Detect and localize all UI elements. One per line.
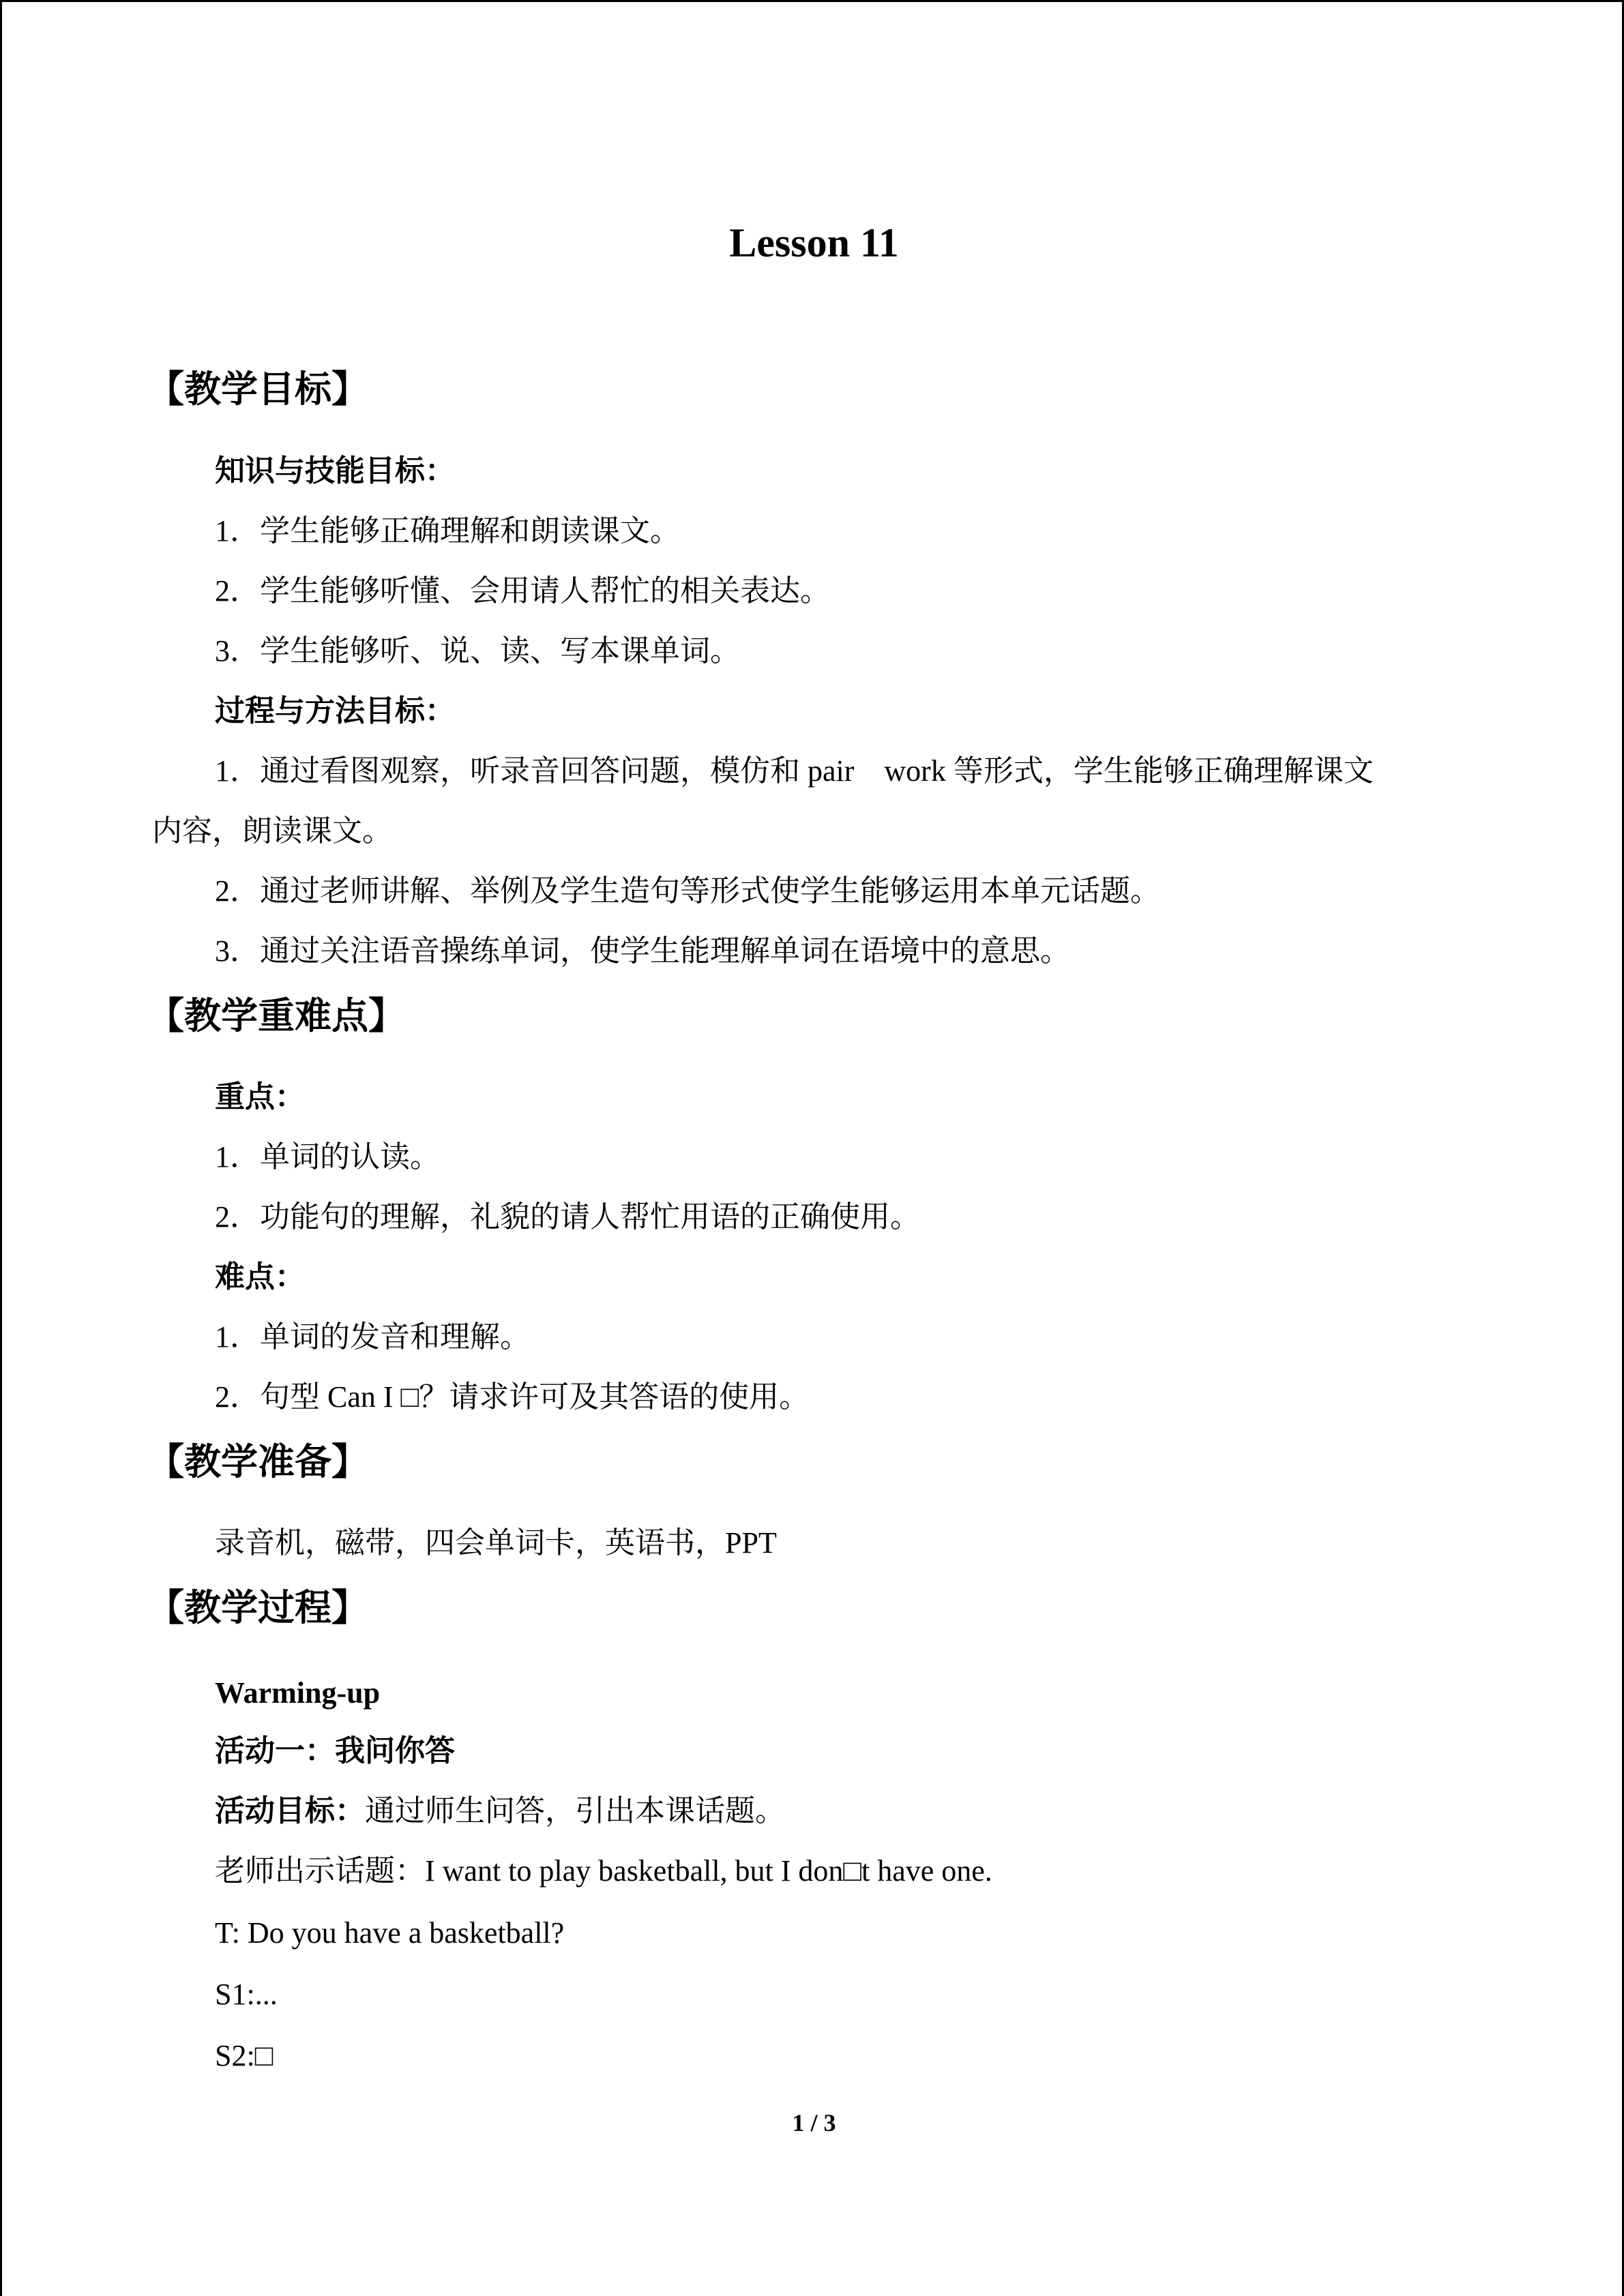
subheading-knowledge-skills: 知识与技能目标： xyxy=(215,454,455,488)
difficulty-item: 1．单词的发音和理解。 xyxy=(215,1320,530,1354)
section-heading-process: 【教学过程】 xyxy=(147,1587,368,1628)
subheading-difficulties: 难点： xyxy=(215,1260,305,1294)
process-line: S1:... xyxy=(215,1978,278,2011)
subheading-key-points: 重点： xyxy=(215,1080,305,1114)
objective-item: 1．学生能够正确理解和朗读课文。 xyxy=(215,514,680,548)
difficulty-item: 2．句型 Can I □？请求许可及其答语的使用。 xyxy=(215,1380,810,1414)
process-line: S2:□ xyxy=(215,2039,274,2072)
activity-goal-text: 通过师生问答，引出本课话题。 xyxy=(365,1794,785,1828)
page-title: Lesson 11 xyxy=(729,220,899,265)
key-point-item: 1．单词的认读。 xyxy=(215,1140,440,1174)
activity-title: 活动一：我问你答 xyxy=(215,1734,455,1768)
objective-item: 3．通过关注语音操练单词，使学生能理解单词在语境中的意思。 xyxy=(215,934,1070,968)
subheading-warming-up: Warming-up xyxy=(215,1676,381,1710)
objective-item: 2．学生能够听懂、会用请人帮忙的相关表达。 xyxy=(215,574,830,608)
process-line: 老师出示话题：I want to play basketball, but I don□t have one. xyxy=(215,1854,992,1888)
section-heading-objectives: 【教学目标】 xyxy=(147,369,368,410)
objective-item: 1．通过看图观察，听录音回答问题，模仿和 pair work 等形式，学生能够正确理解课文 xyxy=(215,754,1374,788)
key-point-item: 2．功能句的理解，礼貌的请人帮忙用语的正确使用。 xyxy=(215,1200,920,1234)
preparation-text: 录音机，磁带，四会单词卡，英语书，PPT xyxy=(215,1526,777,1560)
activity-goal-label: 活动目标： xyxy=(215,1794,365,1828)
objective-item-continuation: 内容，朗读课文。 xyxy=(152,814,392,848)
subheading-process-methods: 过程与方法目标： xyxy=(215,694,455,728)
section-heading-preparation: 【教学准备】 xyxy=(147,1442,368,1482)
objective-item: 3．学生能够听、说、读、写本课单词。 xyxy=(215,634,740,668)
objective-item: 2．通过老师讲解、举例及学生造句等形式使学生能够运用本单元话题。 xyxy=(215,874,1160,908)
page-number: 1 / 3 xyxy=(792,2109,836,2136)
process-line: T: Do you have a basketball? xyxy=(215,1916,565,1950)
section-heading-key-points: 【教学重难点】 xyxy=(147,996,405,1037)
activity-goal xyxy=(215,1791,785,1832)
